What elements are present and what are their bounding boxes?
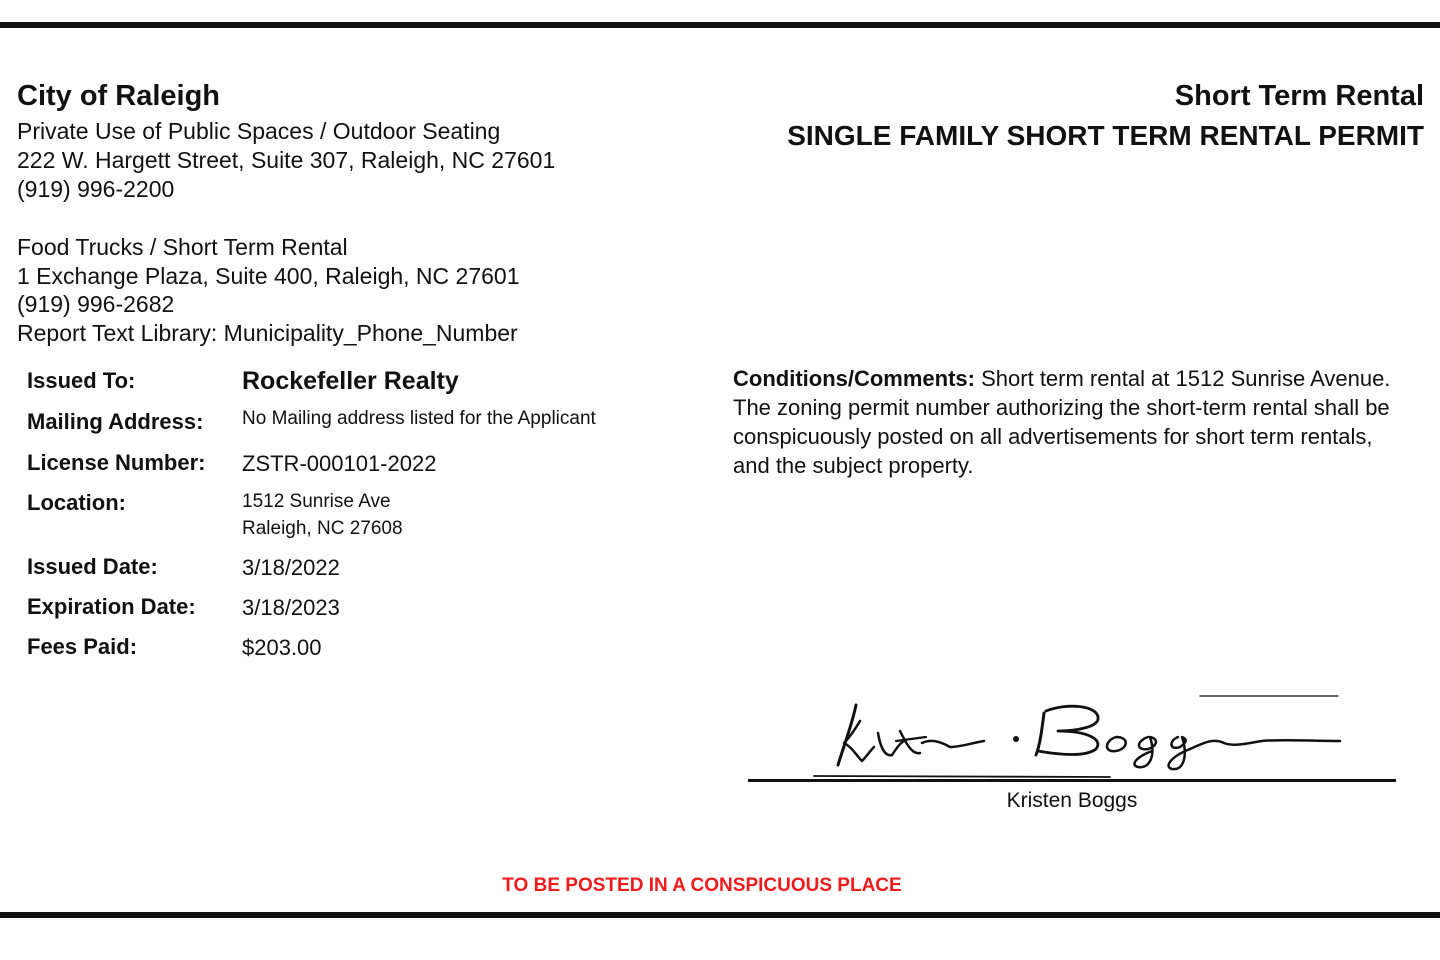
office1-address: 222 W. Hargett Street, Suite 307, Raleigh, NC 27601 bbox=[17, 147, 556, 173]
mailing-address-label: Mailing Address: bbox=[27, 409, 204, 434]
posting-notice: TO BE POSTED IN A CONSPICUOUS PLACE bbox=[502, 875, 902, 896]
signature-line bbox=[748, 779, 1396, 782]
fees-paid-label: Fees Paid: bbox=[27, 634, 138, 659]
issued-date-value: 3/18/2022 bbox=[242, 555, 340, 580]
expiration-date-value: 3/18/2023 bbox=[242, 595, 340, 620]
issued-to-label: Issued To: bbox=[27, 368, 136, 393]
conditions-comments bbox=[733, 364, 1413, 480]
handwritten-signature bbox=[800, 685, 1360, 780]
city-name: City of Raleigh bbox=[17, 80, 221, 112]
issued-to-value: Rockefeller Realty bbox=[242, 367, 459, 395]
office2-address: 1 Exchange Plaza, Suite 400, Raleigh, NC 27601 bbox=[17, 263, 520, 289]
bottom-border-rule bbox=[0, 912, 1440, 918]
office1-phone: (919) 996-2200 bbox=[17, 176, 175, 202]
report-text-note: Report Text Library: Municipality_Phone_Number bbox=[17, 320, 518, 346]
location-line1: 1512 Sunrise Ave bbox=[242, 491, 391, 512]
license-number-value: ZSTR-000101-2022 bbox=[242, 451, 437, 476]
location-label: Location: bbox=[27, 490, 126, 515]
office1-name: Private Use of Public Spaces / Outdoor Seating bbox=[17, 118, 501, 144]
top-border-rule bbox=[0, 22, 1440, 28]
permit-type: Short Term Rental bbox=[1174, 80, 1424, 112]
conditions-text: Short term rental at 1512 Sunrise Avenue. The zoning permit number authorizing the short-term rental shall be conspicuously posted on all advertisements for short term rentals, and the subject property. bbox=[733, 366, 1391, 478]
permit-title: SINGLE FAMILY SHORT TERM RENTAL PERMIT bbox=[787, 120, 1424, 151]
expiration-date-label: Expiration Date: bbox=[27, 594, 196, 619]
conditions-label: Conditions/Comments: bbox=[733, 366, 975, 391]
license-number-label: License Number: bbox=[27, 450, 206, 475]
office2-name: Food Trucks / Short Term Rental bbox=[17, 234, 348, 260]
location-line2: Raleigh, NC 27608 bbox=[242, 518, 403, 539]
signer-name: Kristen Boggs bbox=[1006, 789, 1138, 812]
issued-date-label: Issued Date: bbox=[27, 554, 158, 579]
mailing-address-value: No Mailing address listed for the Applicant bbox=[242, 408, 596, 429]
fees-paid-value: $203.00 bbox=[242, 635, 322, 660]
office2-phone: (919) 996-2682 bbox=[17, 291, 175, 317]
